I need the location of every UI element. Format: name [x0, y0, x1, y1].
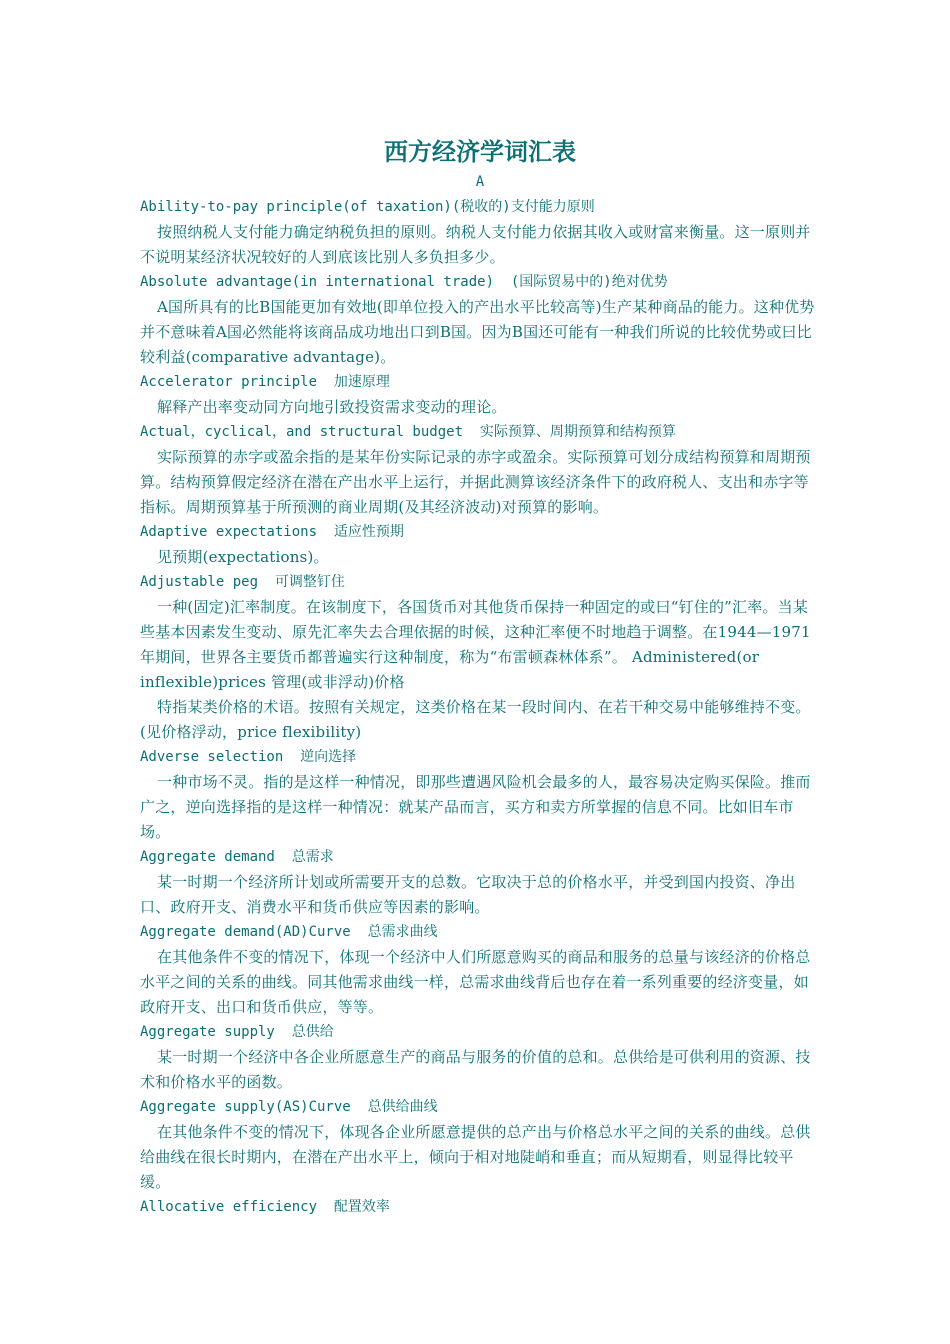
entry-definition: 见预期(expectations)。 — [157, 548, 329, 566]
entry-term: Adaptive expectations 适应性预期 — [140, 524, 404, 540]
glossary-entry — [140, 195, 820, 270]
entry-term: Absolute advantage(in international trade) (国际贸易中的)绝对优势 — [140, 274, 668, 290]
entry-term: Allocative efficiency 配置效率 — [140, 1199, 390, 1215]
glossary-entry — [140, 1195, 820, 1220]
glossary-entry — [140, 745, 820, 845]
entry-term: Accelerator principle 加速原理 — [140, 374, 390, 390]
entry-term: Aggregate demand(AD)Curve 总需求曲线 — [140, 924, 438, 940]
entry-term: Ability-to-pay principle(of taxation)(税收的)支付能力原则 — [140, 199, 595, 215]
glossary-entry — [140, 1095, 820, 1195]
entry-term: Actual，cyclical，and structural budget 实际预算、周期预算和结构预算 — [140, 424, 676, 440]
glossary-entry — [140, 845, 820, 920]
section-letter-heading: A — [475, 174, 485, 190]
entry-definition: 某一时期一个经济中各企业所愿意生产的商品与服务的价值的总和。总供给是可供利用的资源、技术和价格水平的函数。 — [140, 1048, 811, 1091]
glossary-entry — [140, 270, 820, 370]
glossary-entry — [140, 920, 820, 1020]
entry-term: Aggregate supply 总供给 — [140, 1024, 334, 1040]
glossary-entry-list — [140, 195, 820, 1220]
entry-term: Adjustable peg 可调整钉住 — [140, 574, 345, 590]
glossary-entry — [140, 570, 820, 695]
document-title: 西方经济学词汇表 — [384, 138, 576, 166]
entry-term: Adverse selection 逆向选择 — [140, 749, 357, 765]
entry-definition: 在其他条件不变的情况下，体现各企业所愿意提供的总产出与价格总水平之间的关系的曲线。总供给曲线在很长时期内，在潜在产出水平上，倾向于相对地陡峭和垂直；而从短期看，则显得比较平缓。 — [140, 1123, 811, 1191]
glossary-entry — [140, 520, 820, 570]
glossary-entry — [140, 1020, 820, 1095]
entry-term: Aggregate supply(AS)Curve 总供给曲线 — [140, 1099, 438, 1115]
glossary-entry — [140, 695, 820, 745]
entry-definition: A国所具有的比B国能更加有效地(即单位投入的产出水平比较高等)生产某种商品的能力。这种优势并不意味着A国必然能将该商品成功地出口到B国。因为B国还可能有一种我们所说的比较优势或曰比较利益(comparative advantage)。 — [140, 298, 815, 366]
document-page — [140, 134, 820, 1220]
entry-definition: 实际预算的赤字或盈余指的是某年份实际记录的赤字或盈余。实际预算可划分成结构预算和周期预算。结构预算假定经济在潜在产出水平上运行，并据此测算该经济条件下的政府税人、支出和赤字等指标。周期预算基于所预测的商业周期(及其经济波动)对预算的影响。 — [140, 448, 811, 516]
entry-definition: 一种(固定)汇率制度。在该制度下，各国货币对其他货币保持一种固定的或曰“钉住的”汇率。当某些基本因素发生变动、原先汇率失去合理依据的时候，这种汇率便不时地趋于调整。在1944—1971年期间，世界各主要货币都普遍实行这种制度，称为“布雷顿森林体系”。 Administered(or inflexible)prices 管理(或非浮动)价格 — [140, 598, 811, 691]
entry-definition: 解释产出率变动同方向地引致投资需求变动的理论。 — [157, 398, 507, 416]
entry-definition: 一种市场不灵。指的是这样一种情况，即那些遭遇风险机会最多的人，最容易决定购买保险。推而广之，逆向选择指的是这样一种情况：就某产品而言，买方和卖方所掌握的信息不同。比如旧车市场。 — [140, 773, 811, 841]
entry-term: Aggregate demand 总需求 — [140, 849, 334, 865]
entry-definition: 在其他条件不变的情况下，体现一个经济中人们所愿意购买的商品和服务的总量与该经济的价格总水平之间的关系的曲线。同其他需求曲线一样，总需求曲线背后也存在着一系列重要的经济变量，如政府开支、出口和货币供应，等等。 — [140, 948, 811, 1016]
entry-definition: 某一时期一个经济所计划或所需要开支的总数。它取决于总的价格水平，并受到国内投资、净出口、政府开支、消费水平和货币供应等因素的影响。 — [140, 873, 796, 916]
glossary-entry — [140, 420, 820, 520]
glossary-entry — [140, 370, 820, 420]
entry-definition: 按照纳税人支付能力确定纳税负担的原则。纳税人支付能力依据其收入或财富来衡量。这一原则并不说明某经济状况较好的人到底该比别人多负担多少。 — [140, 223, 811, 266]
entry-definition: 特指某类价格的术语。按照有关规定，这类价格在某一段时间内、在若干种交易中能够维持不变。(见价格浮动，price flexibility) — [140, 698, 811, 741]
